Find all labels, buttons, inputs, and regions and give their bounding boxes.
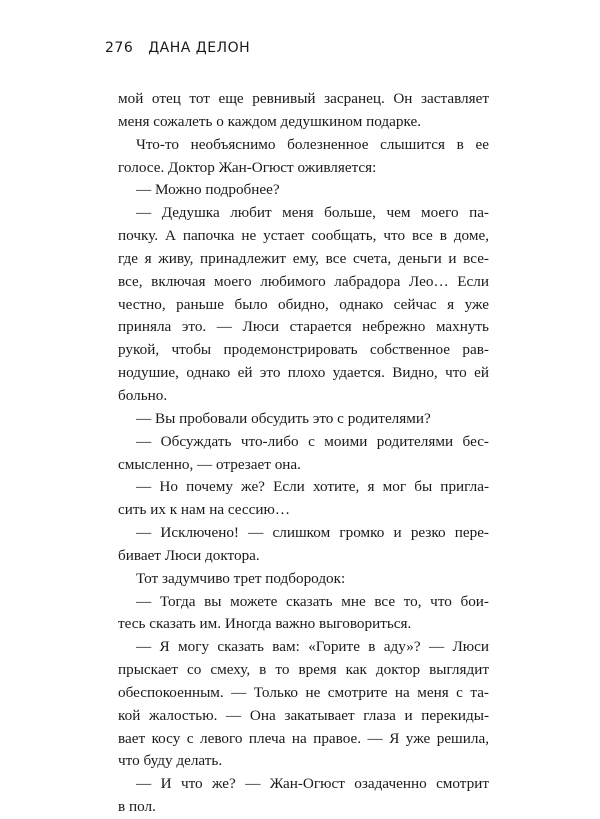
text-line: обеспокоенным. — Только не смотрите на меня с та- [118, 683, 489, 701]
page-number: 276 [105, 40, 134, 56]
text-line: бивает Люси доктора. [118, 546, 260, 564]
body-text [118, 88, 489, 819]
text-line: мой отец тот еще ревнивый засранец. Он заставляет [118, 90, 489, 107]
author-name: ДАНА ДЕЛОН [148, 40, 251, 56]
text-line: — И что же? — Жан-Огюст озадаченно смотрит [136, 775, 489, 793]
text-line: в пол. [118, 798, 156, 816]
text-line: — Вы пробовали обсудить это с родителями? [136, 409, 431, 427]
text-line: нодушие, однако ей это плохо удается. Видно, что ей [118, 364, 489, 382]
text-line: меня сожалеть о каждом дедушкином подарке. [118, 112, 421, 130]
text-line: все, включая моего любимого лабрадора Лео… Если [118, 272, 489, 290]
text-line: Тот задумчиво трет подбородок: [136, 569, 346, 587]
text-line: — Дедушка любит меня больше, чем моего па- [136, 204, 489, 222]
text-line: сить их к нам на сессию… [118, 501, 291, 519]
text-line: голосе. Доктор Жан-Огюст оживляется: [118, 158, 377, 176]
running-head [105, 40, 250, 56]
text-line: — Я могу сказать вам: «Горите в аду»? — Люси [136, 638, 489, 656]
text-line: тесь сказать им. Иногда важно выговориться. [118, 615, 412, 633]
text-line: приняла это. — Люси старается небрежно махнуть [118, 318, 489, 336]
text-line: вает косу с левого плеча на правое. — Я уже решила, [118, 729, 489, 747]
text-line: — Обсуждать что-либо с моими родителями бес- [136, 432, 489, 450]
text-line: — Тогда вы можете сказать мне все то, что бои- [136, 592, 489, 610]
text-line: рукой, чтобы продемонстрировать собственное рав- [118, 341, 489, 359]
text-line: — Но почему же? Если хотите, я мог бы пригла- [136, 478, 489, 496]
text-line: почку. А папочка не устает сообщать, что все в доме, [118, 227, 489, 245]
text-line: Что-то необъяснимо болезненное слышится в ее [136, 135, 489, 153]
text-line: больно. [118, 386, 168, 404]
text-line: кой жалостью. — Она закатывает глаза и перекиды- [118, 706, 489, 724]
text-line: где я живу, принадлежит ему, все счета, деньги и все- [118, 249, 489, 267]
text-line: — Исключено! — слишком громко и резко пере- [136, 524, 489, 542]
text-line: прыскает со смеху, в то время как доктор выглядит [118, 661, 489, 679]
text-line: — Можно подробнее? [136, 181, 280, 199]
text-line: честно, раньше было обидно, однако сейчас я уже [118, 295, 489, 313]
text-line: смысленно, — отрезает она. [118, 455, 301, 473]
text-line: что буду делать. [118, 752, 223, 770]
